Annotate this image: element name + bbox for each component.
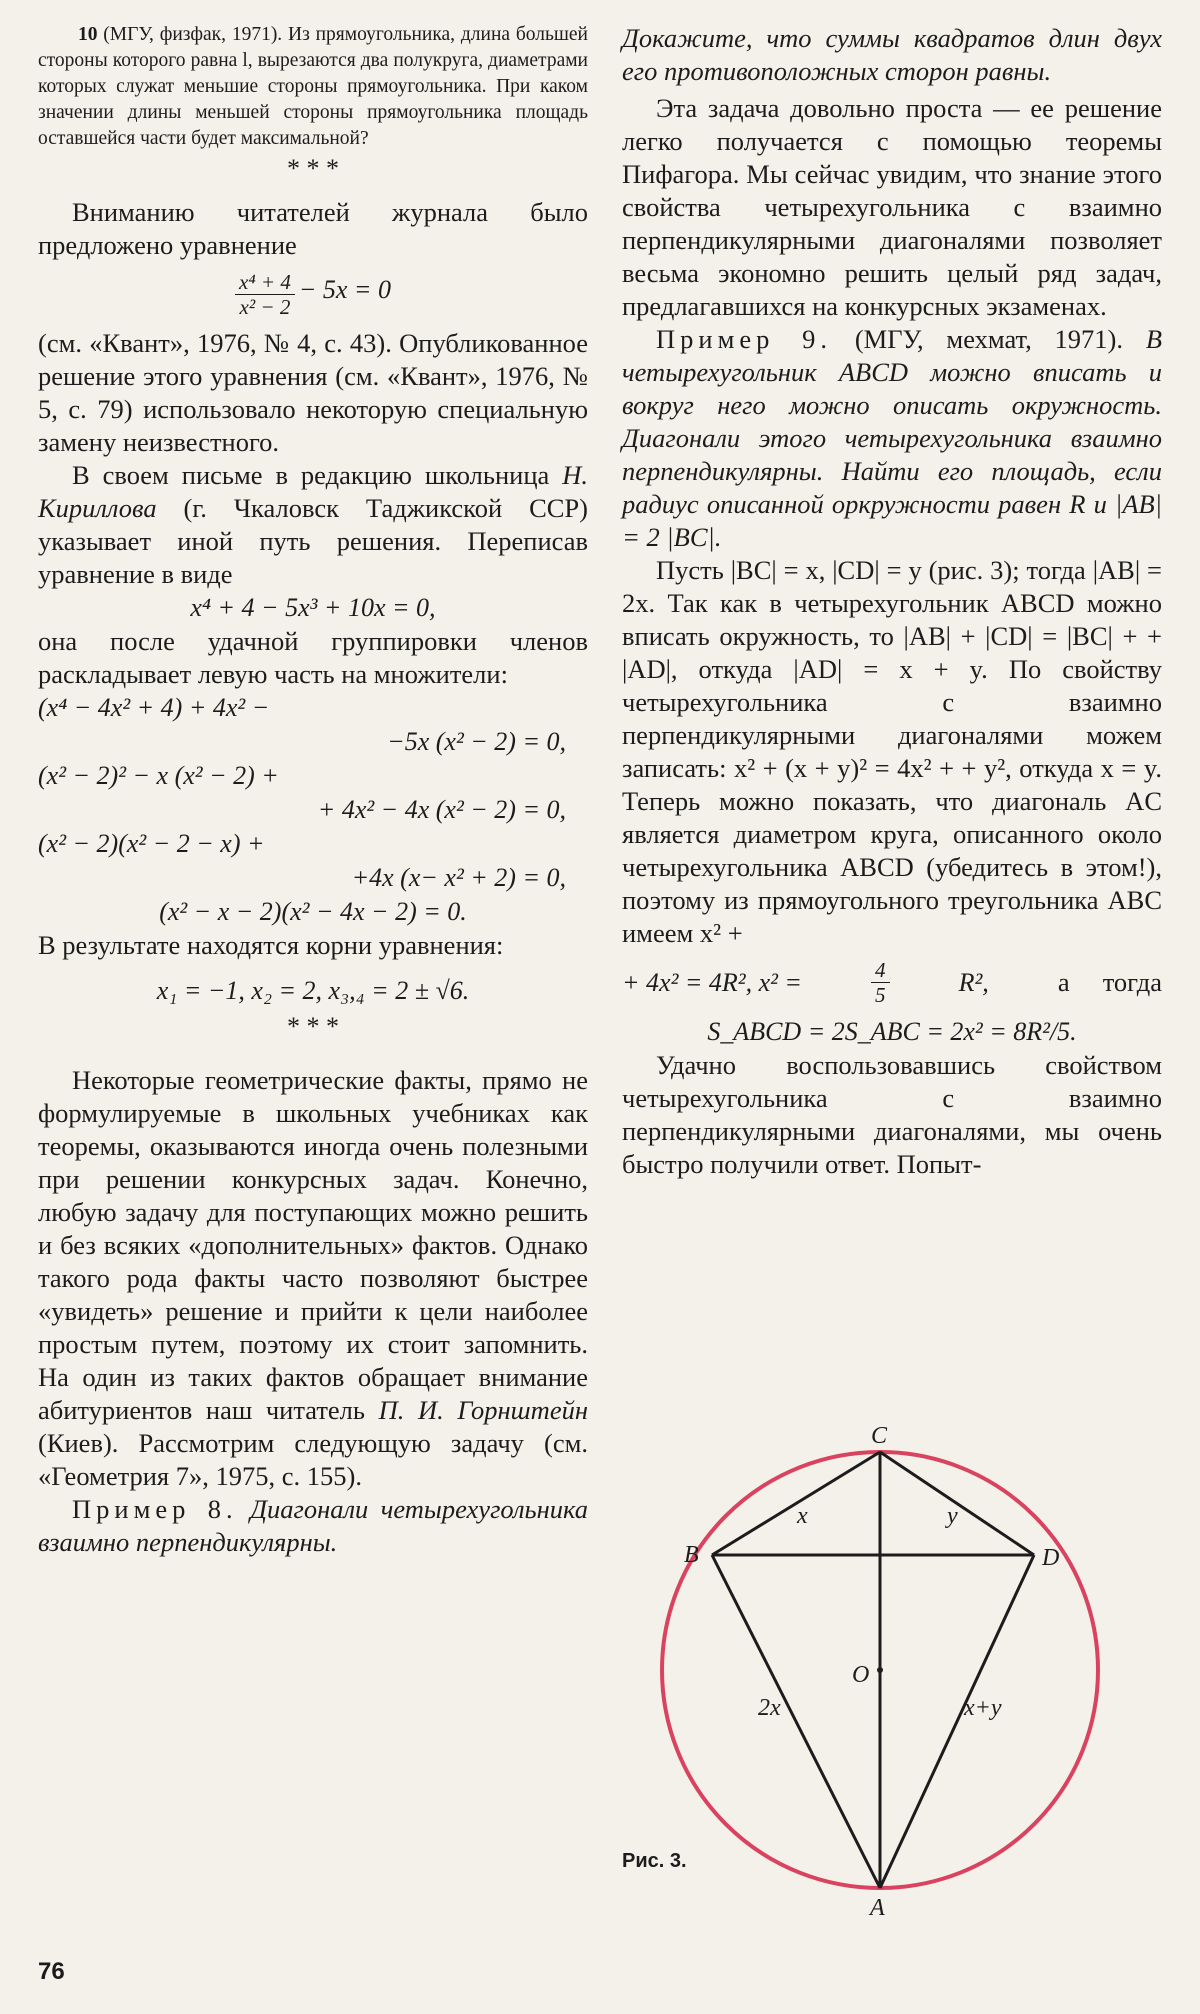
label-x: x [797,1503,808,1529]
eq-part-b: R², [958,967,989,997]
example-source: (МГУ, мехмат, 1971). [832,324,1146,354]
label-2x: 2x [758,1695,781,1721]
step-line: (x² − 2)² − x (x² − 2) + [38,761,279,790]
paragraph-2: (см. «Квант», 1976, № 4, с. 43). Опубликованное решение этого уравнения (см. «Квант», 1976, № 5, с. 79) использовало некоторую специальную замену неизвестного. [38,328,588,457]
paragraph-simple: Эта задача довольно проста — ее решение легко получается с помощью теоремы Пифагора. Мы сейчас увидим, что знание этого свойства четырехугольника с взаимно перпендикулярными диагоналями позволяет весьма экономно решить целый ряд задач, предлагавшихся на конкурсных экзаменах. [622,93,1162,321]
example-9 [622,323,1162,554]
label-b: B [684,1542,699,1568]
figure-caption: Рис. 3. [622,1850,687,1872]
intro-paragraph: Вниманию читателей журнала было предложено уравнение [38,197,588,260]
side-ad [880,1555,1034,1888]
para5-text-b: (Киев). Рассмотрим следующую задачу (см. «Геометрия 7», 1975, с. 155). [38,1428,588,1491]
example-8-continued: Докажите, что суммы квадратов длин двух его противоположных сторон равны. [622,23,1162,86]
paragraph-3 [38,459,588,591]
label-a: A [870,1895,885,1921]
step-line: (x² − 2)(x² − 2 − x) + [38,829,265,858]
label-c: C [871,1423,888,1449]
closing-paragraph: Удачно воспользовавшись свойством четырехугольника с взаимно перпендикулярными диагоналями, мы очень быстро получили ответ. Попыт- [622,1050,1162,1179]
label-y: y [947,1503,958,1529]
example-label: Пример 9. [656,324,833,354]
label-x-plus-y: x+y [964,1695,1002,1721]
side-ab [712,1555,880,1888]
eq1-denominator: x² − 2 [239,295,291,319]
solution-paragraph: Пусть |BC| = x, |CD| = y (рис. 3); тогда |AB| = 2x. Так как в четырехугольник ABCD можно вписать окружность, то |AB| + |CD| = |BC| + + |AD|, откуда |AD| = x + y. По свойству четырехугольника с взаимно перпендикулярными диагоналями можем записать: x² + (x + y)² = 4x² + + y², откуда x = y. Теперь можно показать, что диагональ AC является диаметром круга, описанного около четырехугольника ABCD (убедитесь в этом!), поэтому из прямоугольного треугольника ABC имеем x² + [622,555,1162,948]
para3-text: В своем письме в редакцию школьница [72,460,563,490]
eq-part-a: + 4x² = 4R², x² = [622,967,802,997]
problem-text: (МГУ, физфак, 1971). Из прямоугольника, длина большей стороны которого равна l, вырезаются два полукруга, диаметрами которых служат меньшие стороны прямоугольника. При каком значении длины меньшей стороны прямоугольника площадь оставшейся части будет максимальной? [38,24,588,149]
step-line: (x² − x − 2)(x² − 4x − 2) = 0. [159,897,467,926]
example-text: Диагонали четырехугольника взаимно перпендикулярны. [38,1494,588,1557]
problem-number: 10 [78,24,98,45]
example-label: Пример 8. [72,1494,238,1524]
author-name: Н. Кириллова [38,460,588,523]
example-8 [38,1493,588,1559]
asterism-divider-2: * * * [287,1012,339,1041]
figure-3-diagram [612,1415,1172,1921]
figure-3 [612,1415,1172,1921]
area-formula: S_ABCD = 2S_ABC = 2x² = 8R²/5. [707,1017,1077,1046]
reader-name: П. И. Горнштейн [378,1395,588,1425]
roots: x₁ = −1, x₂ = 2, x₃,₄ = 2 ± √6. [156,976,470,1005]
factorization-steps [38,691,588,929]
eq-frac-num: 4 [871,958,890,983]
problem-10 [38,22,588,152]
page-number: 76 [38,1958,65,1985]
step-line: (x⁴ − 4x² + 4) + 4x² − [38,693,270,722]
step-line: +4x (x− x² + 2) = 0, [351,863,566,892]
step-line: −5x (x² − 2) = 0, [387,727,566,756]
right-column [622,22,1162,1181]
paragraph-4: она после удачной группировки членов раскладывает левую часть на множители: [38,626,588,689]
asterism-divider: * * * [287,154,339,183]
eq-frac-den: 5 [875,983,886,1007]
paragraph-5 [38,1064,588,1493]
center-point [877,1667,883,1673]
step-line: + 4x² − 4x (x² − 2) = 0, [317,795,566,824]
left-column [38,22,588,1559]
eq1-rest: − 5x = 0 [298,275,391,305]
result-text: В результате находятся корни уравнения: [38,930,504,960]
equation-line [622,958,1162,1007]
eq1-numerator: x⁴ + 4 [235,270,295,295]
para3-text-b: (г. Чкаловск Таджикской ССР) указывает иной путь решения. Переписав уравнение в виде [38,493,588,589]
example-text: В четырехугольник ABCD можно вписать и вокруг него можно описать окружность. Диагонали этого четырехугольника взаимно перпендикулярны. Найти его площадь, если радиус описанной оркружности равен R и |AB| = 2 |BC|. [622,324,1162,552]
label-o: O [852,1662,870,1688]
equation-1 [38,270,588,319]
label-d: D [1042,1545,1060,1571]
para5-text: Некоторые геометрические факты, прямо не формулируемые в школьных учебниках как теоремы, оказываются иногда очень полезными при решении конкурсных задач. Конечно, любую задачу для поступающих можно решить и без всяких «дополнительных» фактов. Однако такого рода факты часто позволяют быстрее «увидеть» решение и прийти к цели наиболее простым путем, поэтому их стоит запомнить. На один из таких фактов обращает внимание абитуриентов наш читатель [38,1065,588,1425]
eq-part-c: а тогда [1057,967,1162,997]
equation-2: x⁴ + 4 − 5x³ + 10x = 0, [190,593,436,622]
